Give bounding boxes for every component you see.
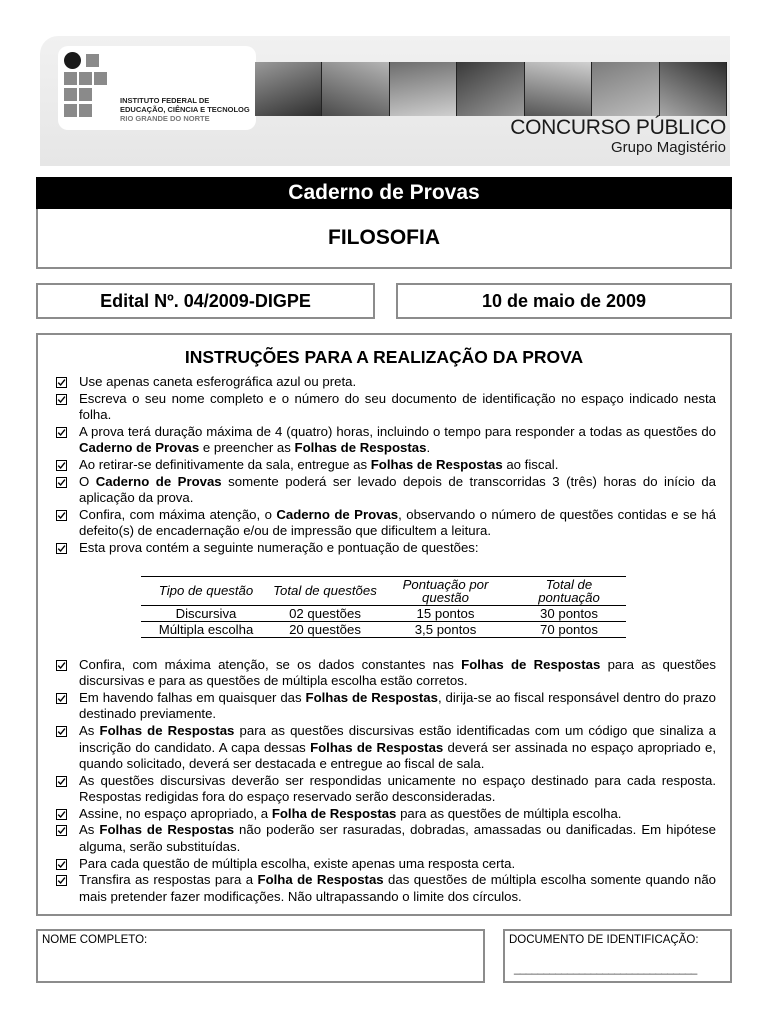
instruction-item [54,507,716,540]
instruction-item [54,806,716,823]
instruction-text: As Folhas de Respostas não poderão ser rasuradas, dobradas, amassadas ou danificadas. Em hipótese alguma, serão substituídas. [79,822,716,855]
instruction-item [54,690,716,723]
table-row [141,605,626,621]
table-cell: Discursiva [175,605,237,621]
exam-date-box: 10 de maio de 2009 [396,283,732,319]
checkbox-checked-icon [56,726,67,737]
table-cell: 3,5 pontos [414,621,477,637]
institution-logo [58,46,256,130]
table-cell: 30 pontos [540,605,598,621]
instruction-item [54,657,716,690]
full-name-label: NOME COMPLETO: [42,934,148,946]
instruction-text: Em havendo falhas em quaisquer das Folhas de Respostas, dirija-se ao fiscal responsável dentro do prazo destinado previamente. [79,689,716,722]
instruction-item [54,856,716,873]
checkbox-checked-icon [56,875,67,886]
id-document-label: DOCUMENTO DE IDENTIFICAÇÃO: [509,934,699,946]
table-row [141,621,626,637]
instruction-text: Assine, no espaço apropriado, a Folha de Respostas para as questões de múltipla escolha. [79,805,622,821]
table-header: Tipo de questão [158,583,254,599]
instruction-item [54,540,716,557]
checkbox-checked-icon [56,377,67,388]
id-document-line: _______________________________ [514,963,697,975]
scoring-table [141,576,626,638]
contest-title: CONCURSO PÚBLICO [510,116,726,139]
full-name-field[interactable] [36,929,485,983]
institution-logo-mark [64,52,114,122]
checkbox-checked-icon [56,825,67,836]
instruction-text: Escreva o seu nome completo e o número do seu documento de identificação no espaço indicado nesta folha. [79,390,716,423]
instruction-item [54,872,716,905]
checkbox-checked-icon [56,427,67,438]
instructions-after-table [54,657,716,906]
instruction-text: Transfira as respostas para a Folha de Respostas das questões de múltipla escolha somente quando não mais pretender fazer modificações. Não ultrapassando o limite dos círculos. [79,872,716,904]
checkbox-checked-icon [56,543,67,554]
instructions-title: INSTRUÇÕES PARA A REALIZAÇÃO DA PROVA [184,347,584,367]
instruction-item [54,773,716,806]
checkbox-checked-icon [56,693,67,704]
table-cell: Múltipla escolha [158,621,254,637]
table-header: Total de pontuação [538,576,600,605]
checkbox-checked-icon [56,510,67,521]
contest-group: Grupo Magistério [610,139,726,156]
table-cell: 70 pontos [540,621,598,637]
table-header: Pontuação por questão [402,576,489,605]
instructions-list [54,374,716,905]
table-cell: 20 questões [289,621,361,637]
instruction-item [54,457,716,474]
table-cell: 15 pontos [416,605,475,621]
checkbox-checked-icon [56,394,67,405]
instruction-text: As questões discursivas deverão ser respondidas unicamente no espaço destinado para cada resposta. Respostas redigidas fora do espaço reservado serão desconsideradas. [79,772,716,805]
table-header-row [141,576,626,605]
instruction-item [54,374,716,391]
instruction-text: Use apenas caneta esferográfica azul ou preta. [79,374,357,389]
institution-name: INSTITUTO FEDERAL DE EDUCAÇÃO, CIÊNCIA E TECNOLOG RIO GRANDE DO NORTE [120,96,250,123]
table-header: Total de questões [273,583,377,599]
caderno-title: Caderno de Provas [36,177,732,209]
instruction-item [54,391,716,424]
scoring-table-wrap [141,576,626,638]
checkbox-checked-icon [56,477,67,488]
edital-box: Edital Nº. 04/2009-DIGPE [36,283,375,319]
checkbox-checked-icon [56,776,67,787]
instruction-text: As Folhas de Respostas para as questões discursivas estão identificadas com um código que sinaliza a inscrição do candidato. A capa dessas Folhas de Respostas deverá ser assinada no espaço apropriado e, quando solicitado, deverá ser destacada e entregue ao fiscal de sala. [79,722,716,772]
instruction-item [54,474,716,507]
instruction-text: A prova terá duração máxima de 4 (quatro) horas, incluindo o tempo para responder a todas as questões do Caderno de Provas e preencher as Folhas de Respostas. [79,423,716,456]
checkbox-checked-icon [56,660,67,671]
instruction-item [54,424,716,457]
id-document-field[interactable] [503,929,732,983]
instruction-text: Esta prova contém a seguinte numeração e pontuação de questões: [79,539,479,555]
checkbox-checked-icon [56,859,67,870]
instruction-text: Ao retirar-se definitivamente da sala, entregue as Folhas de Respostas ao fiscal. [79,456,559,472]
instruction-item [54,723,716,773]
instruction-text: O Caderno de Provas somente poderá ser levado depois de transcorridas 3 (três) horas do início da aplicação da prova. [79,473,717,506]
checkbox-checked-icon [56,460,67,471]
instruction-text: Para cada questão de múltipla escolha, existe apenas uma resposta certa. [79,855,516,871]
instructions-box [36,333,732,916]
table-cell: 02 questões [289,605,361,621]
instruction-text: Confira, com máxima atenção, se os dados constantes nas Folhas de Respostas para as questões discursivas e para as questões de múltipla escolha estão corretos. [79,656,716,689]
instruction-item [54,822,716,855]
instruction-text: Confira, com máxima atenção, o Caderno de Provas, observando o número de questões contidas e se há defeito(s) de encadernação e/ou de impressão que dificultem a leitura. [79,506,716,539]
instructions-before-table [54,374,716,557]
photo-strip [255,62,727,116]
subject-title: FILOSOFIA [36,209,732,269]
checkbox-checked-icon [56,809,67,820]
